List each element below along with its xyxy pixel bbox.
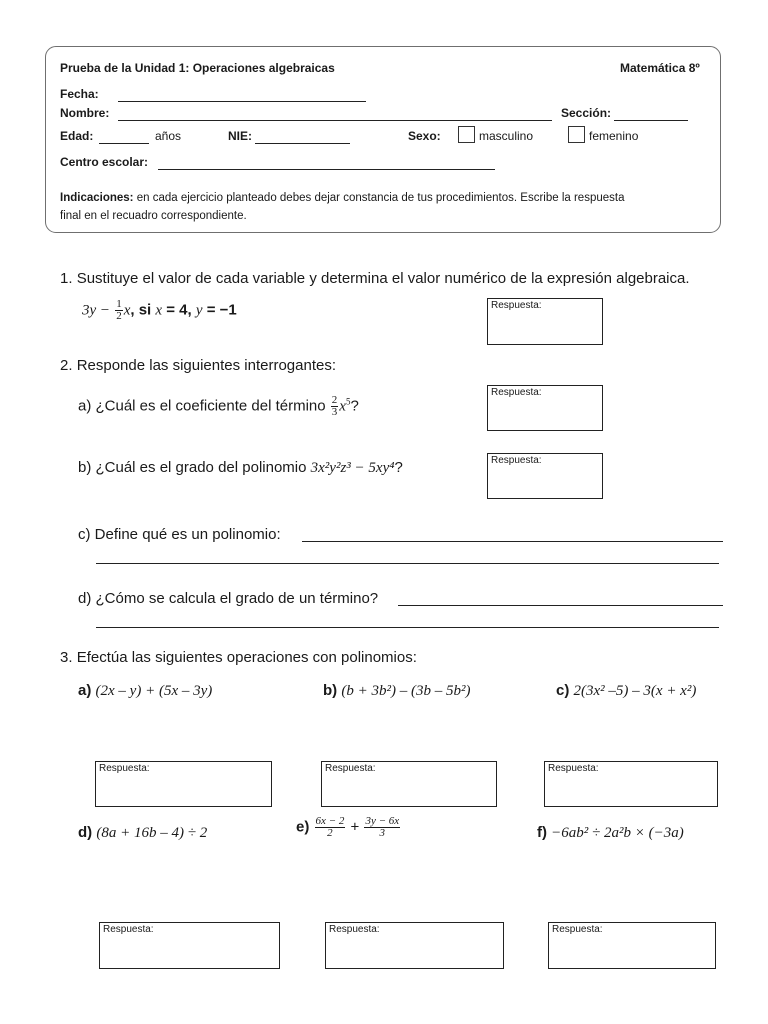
q3a-exercise bbox=[78, 682, 212, 700]
q2d-answer-line-1[interactable] bbox=[398, 605, 723, 606]
q1-answer-box[interactable] bbox=[487, 298, 603, 345]
q2a-end: ? bbox=[350, 397, 359, 415]
q3f-expression: −6ab² ÷ 2a²b × (−3a) bbox=[551, 825, 684, 841]
edad-field[interactable] bbox=[99, 143, 149, 144]
q3b-expression: (b + 3b²) – (3b – 5b²) bbox=[341, 683, 471, 699]
q1-expr-a: 3y − bbox=[82, 302, 111, 319]
subject-label: Matemática 8º bbox=[620, 61, 700, 75]
q2b-polynomial: 3x²y²z³ − 5xy⁴ bbox=[310, 460, 395, 476]
q1-frac-den: 2 bbox=[116, 310, 122, 322]
q2a-frac-num: 2 bbox=[331, 394, 338, 406]
q2d-answer-line-2[interactable] bbox=[96, 627, 719, 628]
nie-label: NIE: bbox=[228, 129, 252, 143]
q2-statement bbox=[60, 357, 336, 374]
q3e-frac2-den: 3 bbox=[379, 827, 386, 839]
q3c-answer-box[interactable] bbox=[544, 761, 718, 807]
q3d-answer-box[interactable] bbox=[99, 922, 280, 969]
q3e-plus: + bbox=[350, 818, 360, 836]
q1-fraction bbox=[115, 299, 123, 322]
femenino-checkbox[interactable] bbox=[568, 126, 585, 143]
femenino-label: femenino bbox=[589, 129, 639, 143]
q3c-exercise bbox=[556, 682, 696, 700]
q1-frac-num: 1 bbox=[116, 298, 122, 310]
answer-label: Respuesta: bbox=[491, 387, 542, 398]
nie-field[interactable] bbox=[255, 143, 350, 144]
q2c-answer-line-1[interactable] bbox=[302, 541, 723, 542]
fecha-label: Fecha: bbox=[60, 87, 99, 101]
indicaciones-label: Indicaciones: bbox=[60, 192, 134, 204]
q1-expr-g: = −1 bbox=[206, 301, 237, 319]
q2c-question: c) Define qué es un polinomio: bbox=[78, 526, 281, 543]
q2a-fraction bbox=[331, 395, 339, 418]
q2a-text: a) ¿Cuál es el coeficiente del término bbox=[78, 397, 326, 415]
indicaciones-text2: final en el recuadro correspondiente. bbox=[60, 210, 247, 222]
q3b-exercise bbox=[323, 682, 470, 700]
q3b-answer-box[interactable] bbox=[321, 761, 497, 807]
q3-statement bbox=[60, 649, 417, 666]
q2b-text: b) ¿Cuál es el grado del polinomio bbox=[78, 459, 307, 476]
q2b-answer-box[interactable] bbox=[487, 453, 603, 499]
answer-label: Respuesta: bbox=[99, 763, 150, 774]
answer-label: Respuesta: bbox=[548, 763, 599, 774]
q2a-term: x bbox=[339, 398, 346, 415]
fecha-field[interactable] bbox=[118, 101, 366, 102]
q3e-frac1-num: 6x − 2 bbox=[315, 815, 345, 827]
q2a-frac-den: 3 bbox=[331, 406, 338, 418]
q1-number: 1. bbox=[60, 270, 73, 287]
anios-label: años bbox=[155, 129, 182, 143]
q2-number: 2. bbox=[60, 357, 73, 374]
q2-text: Responde las siguientes interrogantes: bbox=[76, 357, 337, 374]
answer-label: Respuesta: bbox=[329, 924, 380, 935]
q3e-frac2-num: 3y − 6x bbox=[365, 815, 400, 827]
q3a-label: a) bbox=[78, 682, 92, 699]
q2a-question bbox=[78, 395, 359, 418]
q1-expression bbox=[82, 299, 237, 322]
q3d-expression: (8a + 16b – 4) ÷ 2 bbox=[96, 825, 208, 841]
answer-label: Respuesta: bbox=[325, 763, 376, 774]
q3f-exercise bbox=[537, 824, 684, 842]
centro-field[interactable] bbox=[158, 169, 495, 170]
q2b-question bbox=[78, 459, 403, 477]
q3e-answer-box[interactable] bbox=[325, 922, 504, 969]
q3d-exercise bbox=[78, 824, 207, 842]
masculino-label: masculino bbox=[479, 129, 534, 143]
answer-label: Respuesta: bbox=[491, 455, 542, 466]
q3c-expression: 2(3x² –5) – 3(x + x²) bbox=[573, 683, 697, 699]
answer-label: Respuesta: bbox=[552, 924, 603, 935]
q3a-expression: (2x – y) + (5x – 3y) bbox=[95, 683, 213, 699]
q1-statement bbox=[60, 270, 690, 287]
q3-text: Efectúa las siguientes operaciones con polinomios: bbox=[76, 649, 417, 666]
q3d-label: d) bbox=[78, 824, 93, 841]
q3a-answer-box[interactable] bbox=[95, 761, 272, 807]
q3e-exercise bbox=[296, 816, 401, 839]
q1-text: Sustituye el valor de cada variable y determina el valor numérico de la expresión algebraica. bbox=[76, 270, 690, 287]
q3f-answer-box[interactable] bbox=[548, 922, 716, 969]
q3e-label: e) bbox=[296, 818, 310, 836]
q3c-label: c) bbox=[556, 682, 570, 699]
nombre-label: Nombre: bbox=[60, 106, 110, 120]
q3f-label: f) bbox=[537, 824, 547, 841]
q3e-frac1-den: 2 bbox=[327, 827, 333, 839]
q2d-question: d) ¿Cómo se calcula el grado de un término? bbox=[78, 590, 379, 607]
indicaciones-line1 bbox=[60, 192, 624, 204]
q1-expr-d: x bbox=[155, 302, 163, 319]
q2b-end: ? bbox=[394, 459, 403, 476]
seccion-label: Sección: bbox=[561, 106, 612, 120]
sexo-label: Sexo: bbox=[408, 129, 441, 143]
q2c-answer-line-2[interactable] bbox=[96, 563, 719, 564]
test-title: Prueba de la Unidad 1: Operaciones algebraicas bbox=[60, 61, 335, 75]
masculino-checkbox[interactable] bbox=[458, 126, 475, 143]
q3e-fraction-1 bbox=[315, 816, 346, 839]
indicaciones-text1: en cada ejercicio planteado debes dejar constancia de tus procedimientos. Escribe la respuesta bbox=[136, 192, 625, 204]
answer-label: Respuesta: bbox=[491, 300, 542, 311]
q3e-fraction-2 bbox=[364, 816, 400, 839]
q3-number: 3. bbox=[60, 649, 73, 666]
nombre-field[interactable] bbox=[118, 120, 552, 121]
seccion-field[interactable] bbox=[614, 120, 688, 121]
q1-expr-f: y bbox=[195, 302, 203, 319]
q2a-answer-box[interactable] bbox=[487, 385, 603, 431]
centro-label: Centro escolar: bbox=[60, 155, 149, 169]
edad-label: Edad: bbox=[60, 129, 94, 143]
q1-expr-b: x bbox=[123, 302, 131, 319]
q3b-label: b) bbox=[323, 682, 338, 699]
q2a-exponent: 5 bbox=[345, 396, 351, 407]
q1-expr-c: , si bbox=[130, 301, 152, 319]
answer-label: Respuesta: bbox=[103, 924, 154, 935]
q1-expr-e: = 4, bbox=[166, 301, 192, 319]
